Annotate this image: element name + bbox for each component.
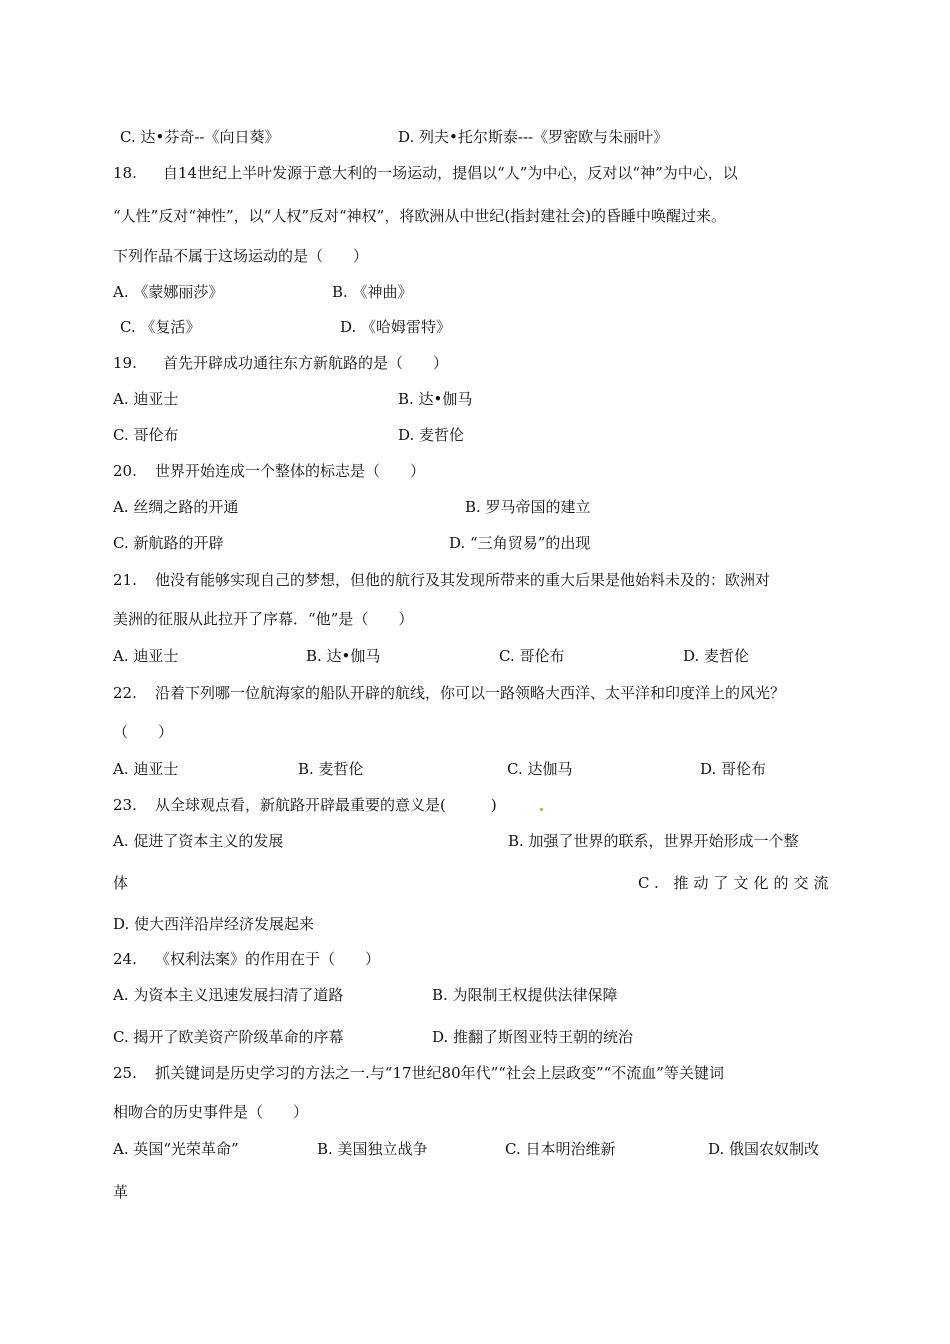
q20-option-d: D. “三角贸易”的出现: [449, 534, 591, 552]
q24-option-a: A. 为资本主义迅速发展扫清了道路: [113, 986, 344, 1004]
q21-option-b: B. 达•伽马: [306, 647, 381, 665]
q18-option-b: B. 《神曲》: [332, 283, 413, 301]
q21-option-d: D. 麦哲伦: [683, 647, 750, 665]
q18-option-d: D. 《哈姆雷特》: [340, 318, 452, 336]
q23-option-a: A. 促进了资本主义的发展: [113, 832, 284, 850]
q23-option-b: B. 加强了世界的联系，世界开始形成一个整: [508, 832, 799, 850]
q23-stem: 从全球观点看，新航路开辟最重要的意义是( ): [155, 796, 497, 814]
q25-option-b: B. 美国独立战争: [317, 1140, 428, 1158]
q21-number: 21.: [113, 571, 137, 589]
q19-option-a: A. 迪亚士: [113, 390, 179, 408]
q21-stem-line1: 他没有能够实现自己的梦想，但他的航行及其发现所带来的重大后果是他始料未及的：欧洲对: [155, 571, 771, 589]
q19-option-b: B. 达•伽马: [398, 390, 473, 408]
q25-option-c: C. 日本明治维新: [505, 1140, 616, 1158]
stray-mark: [540, 808, 543, 811]
q18-number: 18.: [113, 164, 137, 182]
q25-option-d-tail: 革: [113, 1183, 129, 1201]
q25-number: 25.: [113, 1064, 137, 1082]
q20-option-a: A. 丝绸之路的开通: [113, 498, 239, 516]
q23-number: 23.: [113, 796, 137, 814]
q20-option-c: C. 新航路的开辟: [113, 534, 224, 552]
q23-option-c: C. 推动了文化的交流: [638, 874, 834, 892]
q25-stem-line2: 相吻合的历史事件是（ ）: [113, 1103, 309, 1121]
q23-option-d: D. 使大西洋沿岸经济发展起来: [113, 915, 315, 933]
q19-option-d: D. 麦哲伦: [398, 426, 465, 444]
q22-option-c: C. 达伽马: [507, 760, 573, 778]
q19-number: 19.: [113, 354, 137, 372]
q23-option-b-tail: 体: [113, 874, 129, 892]
q22-option-b: B. 麦哲伦: [298, 760, 364, 778]
q22-stem-line2: （ ）: [113, 723, 174, 741]
q21-stem-line2: 美洲的征服从此拉开了序幕．“他”是（ ）: [113, 610, 414, 628]
q17-option-d: D. 列夫•托尔斯泰---《罗密欧与朱丽叶》: [398, 128, 669, 146]
q25-option-d: D. 俄国农奴制改: [708, 1140, 820, 1158]
q18-stem-line1: 自14世纪上半叶发源于意大利的一场运动，提倡以“人”为中心，反对以“神”为中心，以: [163, 164, 738, 182]
q20-option-b: B. 罗马帝国的建立: [465, 498, 591, 516]
q20-number: 20.: [113, 462, 137, 480]
q20-stem: 世界开始连成一个整体的标志是（ ）: [155, 462, 426, 480]
q24-option-d: D. 推翻了斯图亚特王朝的统治: [432, 1028, 634, 1046]
q19-option-c: C. 哥伦布: [113, 426, 179, 444]
q22-option-d: D. 哥伦布: [700, 760, 767, 778]
q18-stem-line3: 下列作品不属于这场运动的是（ ）: [113, 247, 369, 265]
q19-stem: 首先开辟成功通往东方新航路的是（ ）: [163, 354, 449, 372]
q24-number: 24.: [113, 950, 137, 968]
q24-option-c: C. 揭开了欧美资产阶级革命的序幕: [113, 1028, 344, 1046]
q25-stem-line1: 抓关键词是历史学习的方法之一.与“17世纪80年代”“社会上层政变”“不流血”等关键词: [155, 1064, 724, 1082]
q18-stem-line2: “人性”反对“神性”，以“人权”反对“神权”，将欧洲从中世纪(指封建社会)的昏睡中唤醒过来。: [113, 207, 727, 225]
q22-number: 22.: [113, 684, 137, 702]
q22-option-a: A. 迪亚士: [113, 760, 179, 778]
q25-option-a: A. 英国“光荣革命”: [113, 1140, 239, 1158]
q17-option-c: C. 达•芬奇--《向日葵》: [120, 128, 280, 146]
q18-option-a: A. 《蒙娜丽莎》: [113, 283, 224, 301]
q18-option-c: C. 《复活》: [120, 318, 201, 336]
q22-stem-line1: 沿着下列哪一位航海家的船队开辟的航线，你可以一路领略大西洋、太平洋和印度洋上的风光？: [155, 684, 786, 702]
q21-option-c: C. 哥伦布: [499, 647, 565, 665]
q24-option-b: B. 为限制王权提供法律保障: [432, 986, 618, 1004]
q24-stem: 《权利法案》的作用在于（ ）: [155, 950, 381, 968]
q21-option-a: A. 迪亚士: [113, 647, 179, 665]
